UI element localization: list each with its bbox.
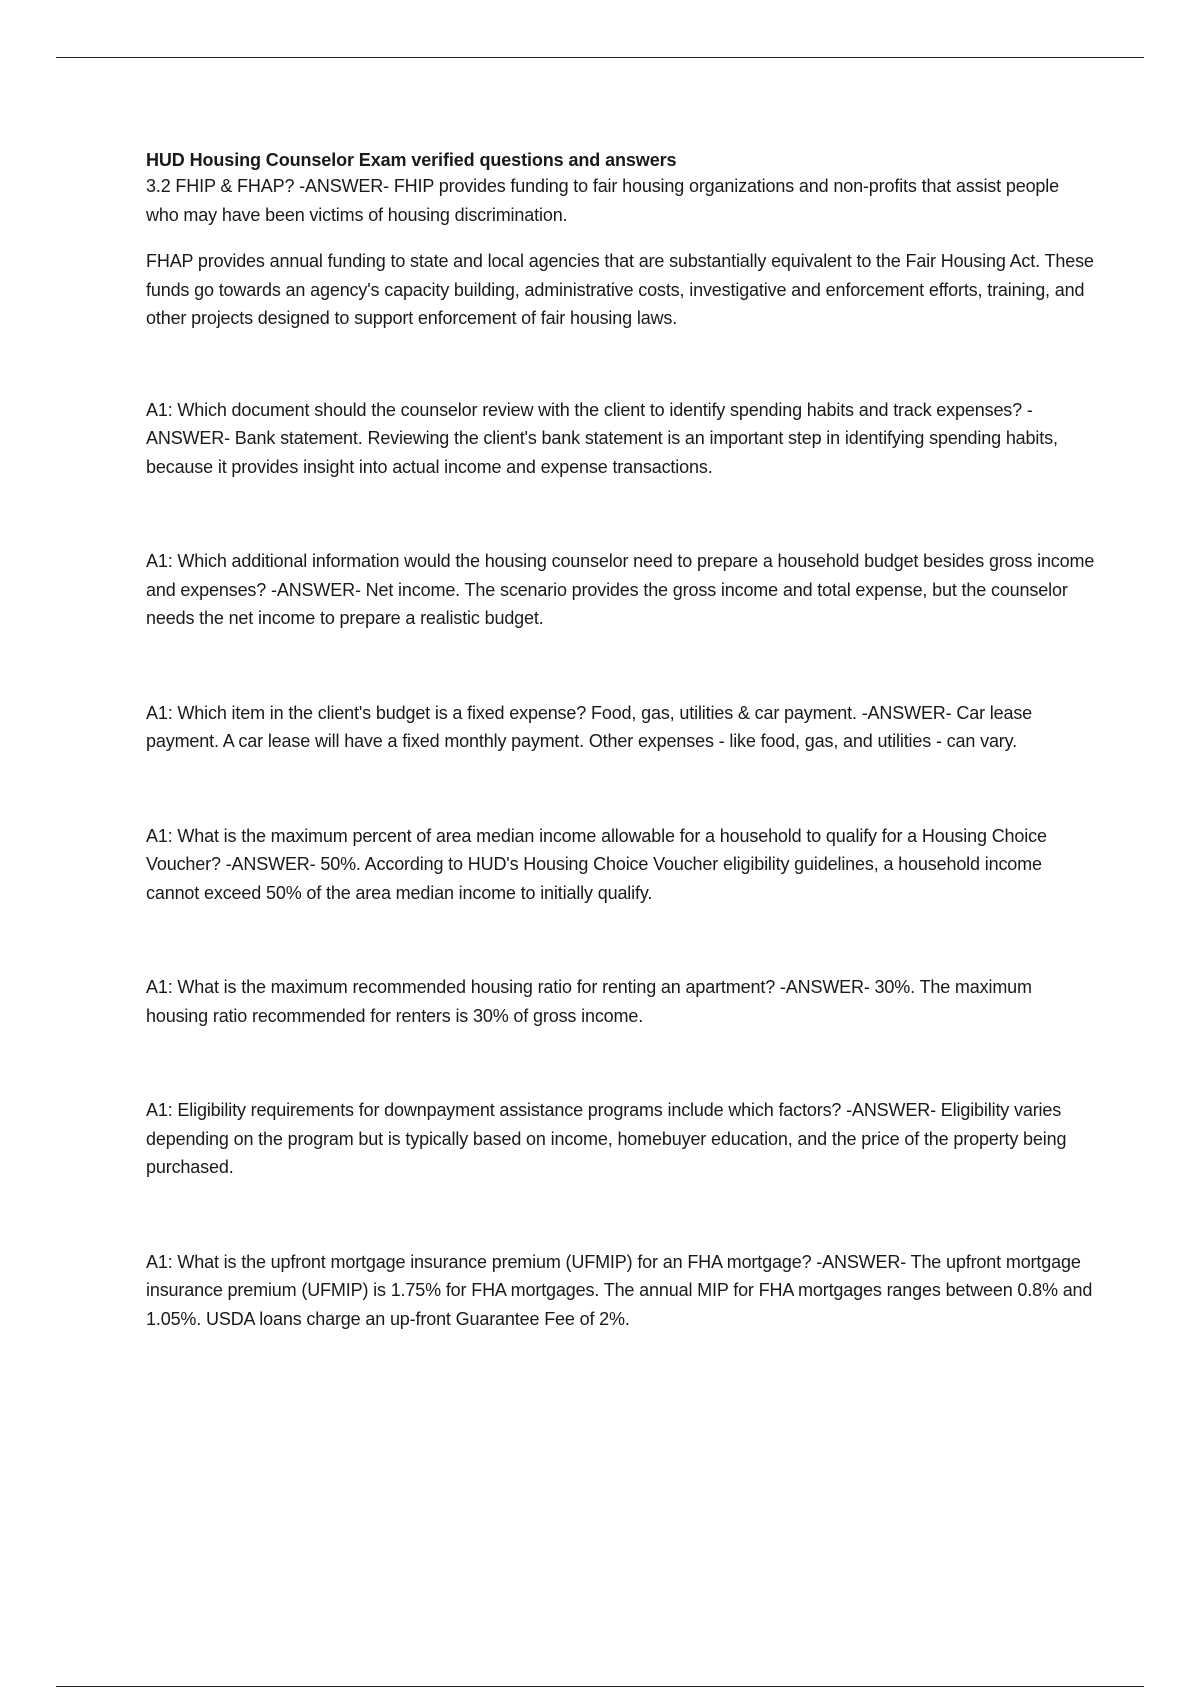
header-rule: [56, 57, 1144, 58]
paragraph-fhip-fhap: 3.2 FHIP & FHAP? -ANSWER- FHIP provides funding to fair housing organizations and non-profits that assist people who may have been victims of housing discrimination.: [146, 176, 1059, 225]
qa-fixed-expense: A1: Which item in the client's budget is a fixed expense? Food, gas, utilities & car payment. -ANSWER- Car lease payment. A car lease will have a fixed monthly payment. Other expenses - like food, gas, and utilities - can vary.: [146, 702, 1033, 751]
document-body: [146, 148, 1096, 1333]
qa-bank-statement: A1: Which document should the counselor review with the client to identify spending habits and track expenses? -ANSWER- Bank statement. Reviewing the client's bank statement is an important step in identifying spending habits, because it provides insight into actual income and expense transactions.: [146, 399, 1058, 477]
qa-ufmip: A1: What is the upfront mortgage insurance premium (UFMIP) for an FHA mortgage? -ANSWER- The upfront mortgage insurance premium (UFMIP) is 1.75% for FHA mortgages. The annual MIP for FHA mortgages ranges between 0.8% and 1.05%. USDA loans charge an up-front Guarantee Fee of 2%.: [146, 1251, 1093, 1329]
qa-net-income: A1: Which additional information would the housing counselor need to prepare a household budget besides gross income and expenses? -ANSWER- Net income. The scenario provides the gross income and total expense, but the counselor needs the net income to prepare a realistic budget.: [146, 551, 1095, 628]
paragraph-fhap: FHAP provides annual funding to state and local agencies that are substantially equivalent to the Fair Housing Act. These funds go towards an agency's capacity building, administrative costs, investigative and enforcement efforts, training, and other projects designed to support enforcement of fair housing laws.: [146, 251, 1094, 328]
document-title: HUD Housing Counselor Exam verified questions and answers: [146, 150, 677, 170]
qa-housing-ratio: A1: What is the maximum recommended housing ratio for renting an apartment? -ANSWER- 30%. The maximum housing ratio recommended for renters is 30% of gross income.: [146, 977, 1032, 1026]
footer-rule: [56, 1686, 1144, 1687]
qa-housing-choice-voucher: A1: What is the maximum percent of area median income allowable for a household to qualify for a Housing Choice Voucher? -ANSWER- 50%. According to HUD's Housing Choice Voucher eligibility guidelines, a household income cannot exceed 50% of the area median income to initially qualify.: [146, 825, 1047, 903]
qa-downpayment-assistance: A1: Eligibility requirements for downpayment assistance programs include which factors? -ANSWER- Eligibility varies depending on the program but is typically based on income, homebuyer education, and the price of the property being purchased.: [146, 1100, 1067, 1177]
